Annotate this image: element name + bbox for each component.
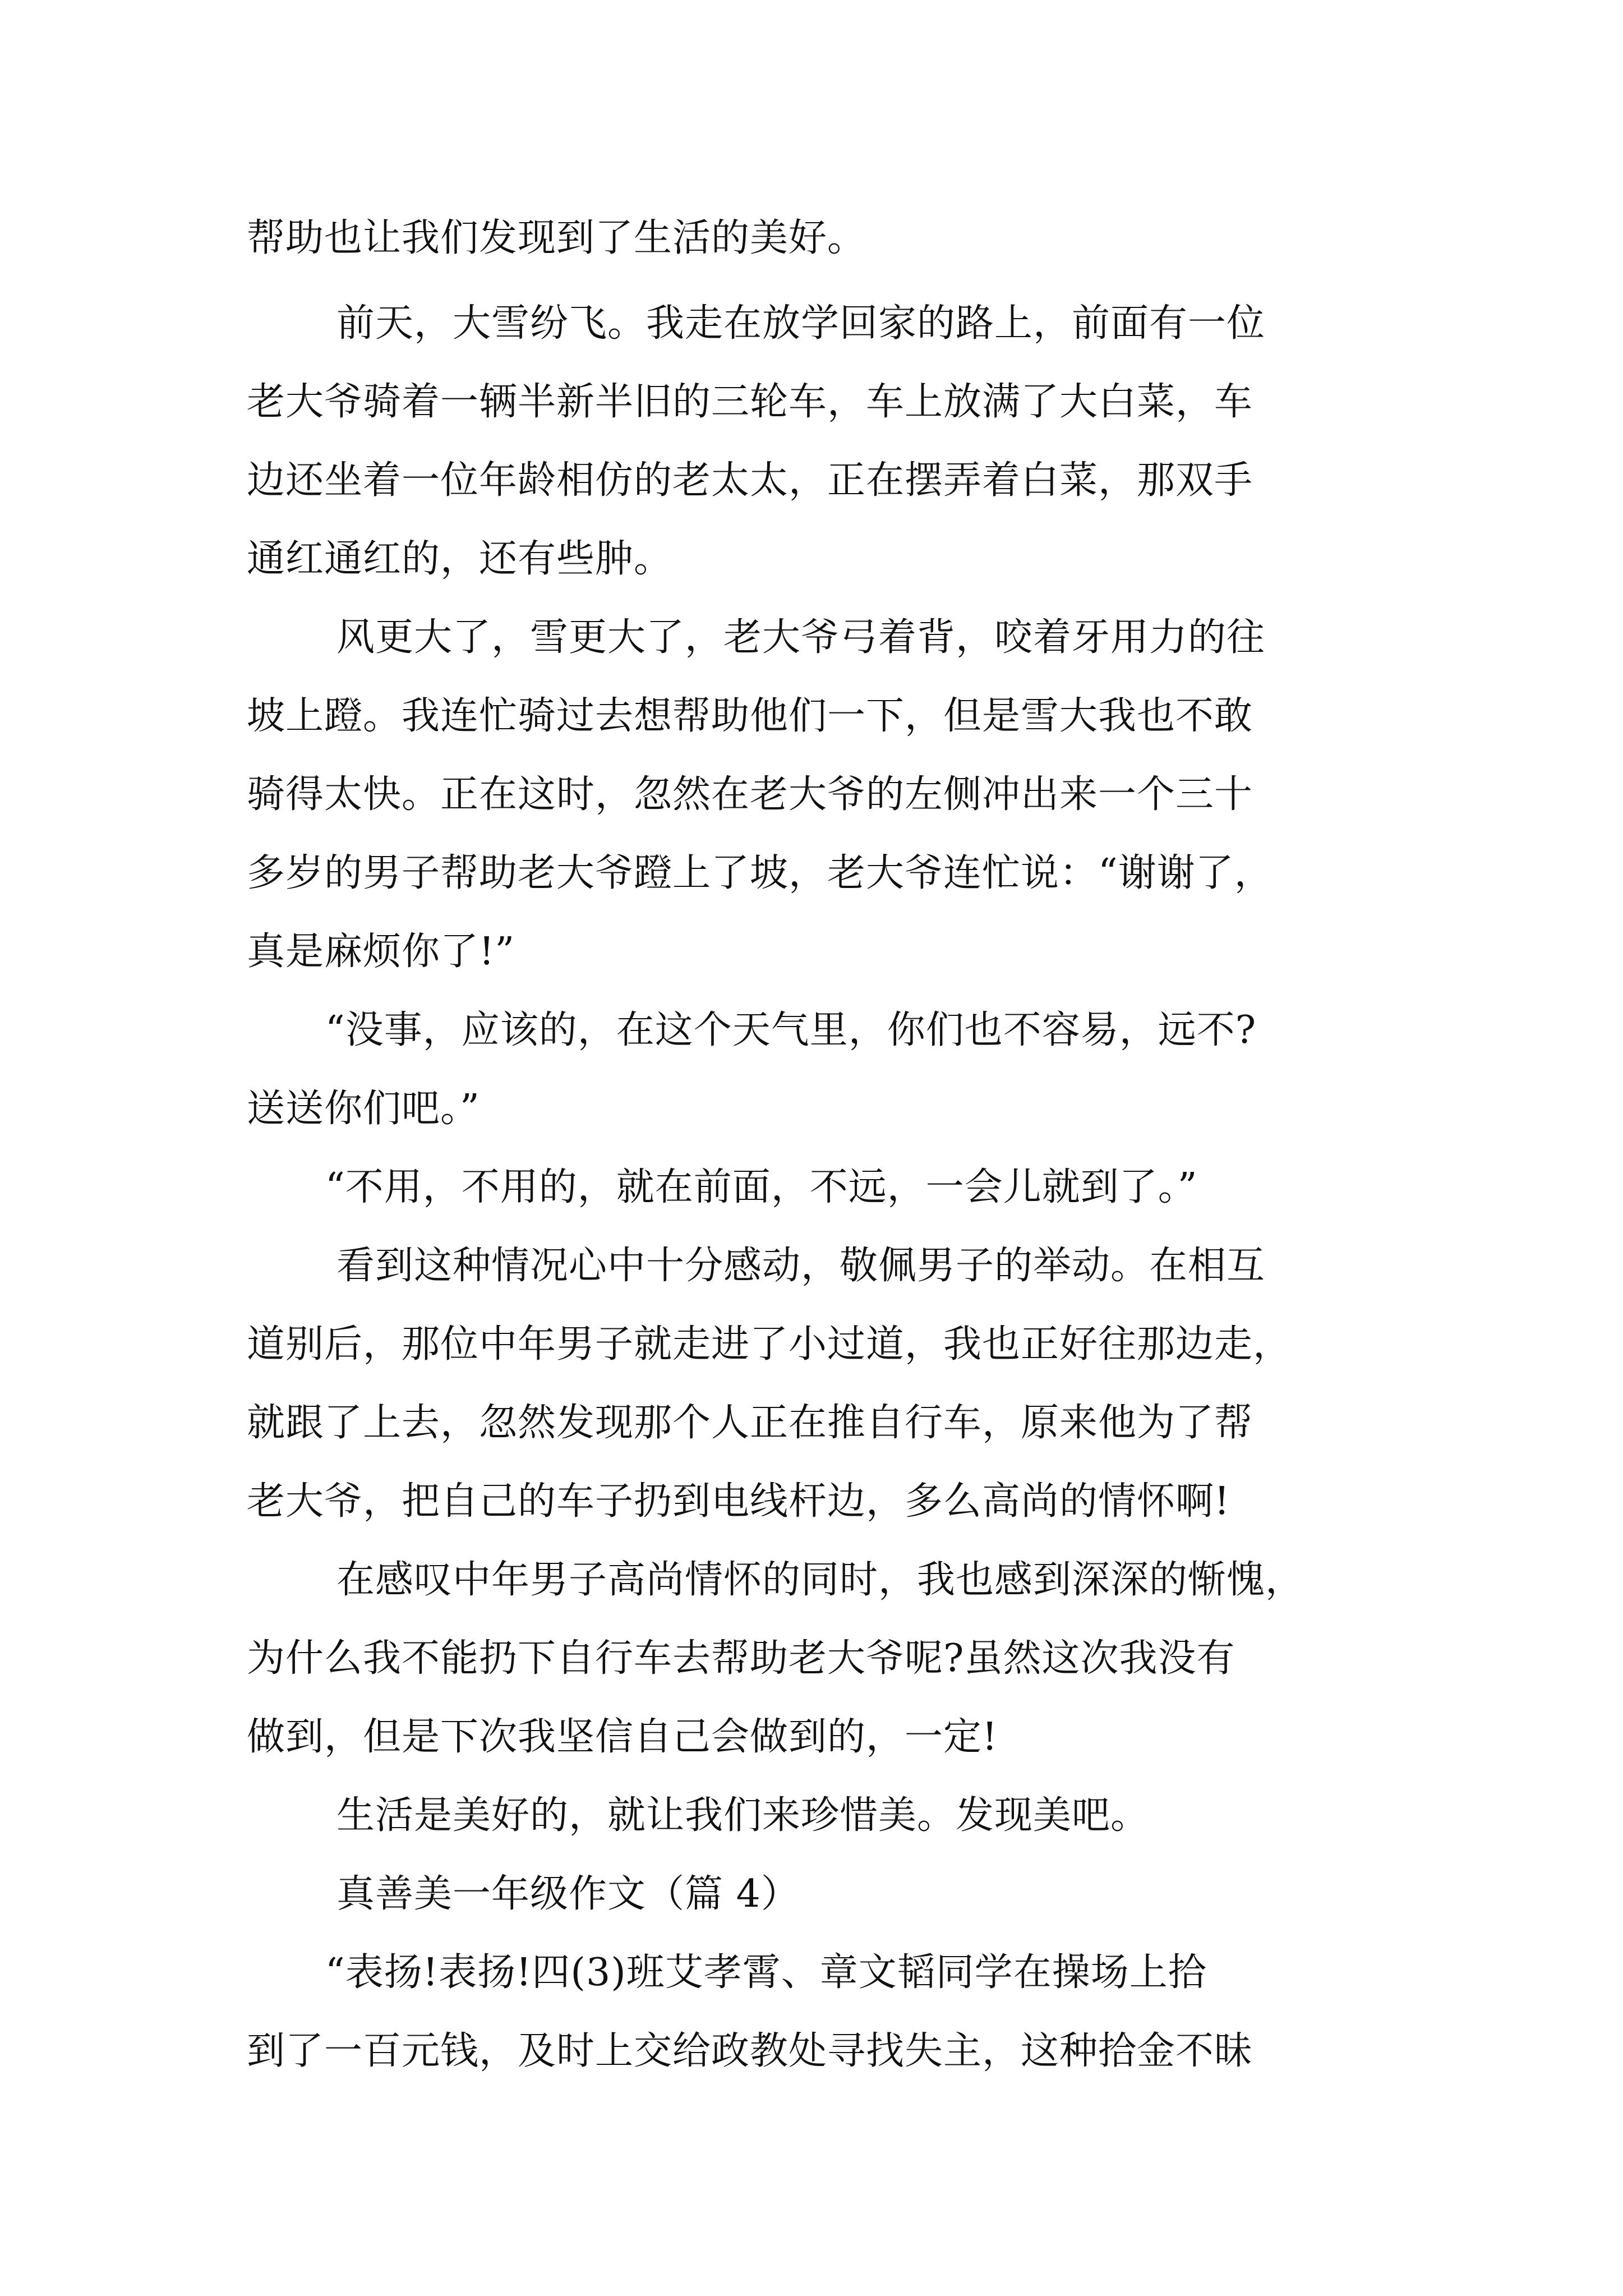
text-line: 老大爷，把自己的车子扔到电线杆边，多么高尚的情怀啊!	[247, 1479, 1230, 1524]
paragraph-line: “不用，不用的，就在前面，不远，一会儿就到了。”	[325, 1165, 1198, 1209]
paragraph-line: 前天，大雪纷飞。我走在放学回家的路上，前面有一位	[336, 301, 1266, 346]
paragraph-line: 看到这种情况心中十分感动，敬佩男子的举动。在相互	[336, 1244, 1266, 1288]
text-line: 老大爷骑着一辆半新半旧的三轮车，车上放满了大白菜，车	[247, 380, 1253, 424]
text-line: 帮助也让我们发现到了生活的美好。	[247, 216, 866, 260]
paragraph-line: “表扬!表扬!四(3)班艾孝霄、章文韬同学在操场上拾	[325, 1950, 1207, 1995]
text-line: 坡上蹬。我连忙骑过去想帮助他们一下，但是雪大我也不敢	[247, 694, 1253, 738]
text-line: 送送你们吧。”	[247, 1087, 480, 1131]
text-line: 真是麻烦你了!”	[247, 930, 515, 974]
paragraph-line: 在感叹中年男子高尚情怀的同时，我也感到深深的惭愧，	[336, 1558, 1304, 1602]
text-line: 通红通红的，还有些肿。	[247, 537, 673, 581]
text-line: 骑得太快。正在这时，忽然在老大爷的左侧冲出来一个三十	[247, 772, 1253, 817]
text-line: 就跟了上去，忽然发现那个人正在推自行车，原来他为了帮	[247, 1401, 1253, 1445]
paragraph-line: “没事，应该的，在这个天气里，你们也不容易，远不?	[325, 1008, 1257, 1052]
paragraph-line: 生活是美好的，就让我们来珍惜美。发现美吧。	[336, 1793, 1150, 1838]
text-line: 道别后，那位中年男子就走进了小过道，我也正好往那边走，	[247, 1322, 1292, 1366]
text-line: 到了一百元钱，及时上交给政教处寻找失主，这种拾金不昧	[247, 2029, 1253, 2073]
text-line: 边还坐着一位年龄相仿的老太太，正在摆弄着白菜，那双手	[247, 458, 1253, 503]
paragraph-line: 风更大了，雪更大了，老大爷弓着背，咬着牙用力的往	[336, 615, 1266, 660]
text-line: 多岁的男子帮助老大爷蹬上了坡，老大爷连忙说：“谢谢了，	[247, 851, 1273, 895]
section-heading: 真善美一年级作文（篇 4）	[336, 1872, 800, 1916]
text-line: 为什么我不能扔下自行车去帮助老大爷呢?虽然这次我没有	[247, 1636, 1235, 1681]
text-line: 做到，但是下次我坚信自己会做到的，一定!	[247, 1715, 998, 1759]
